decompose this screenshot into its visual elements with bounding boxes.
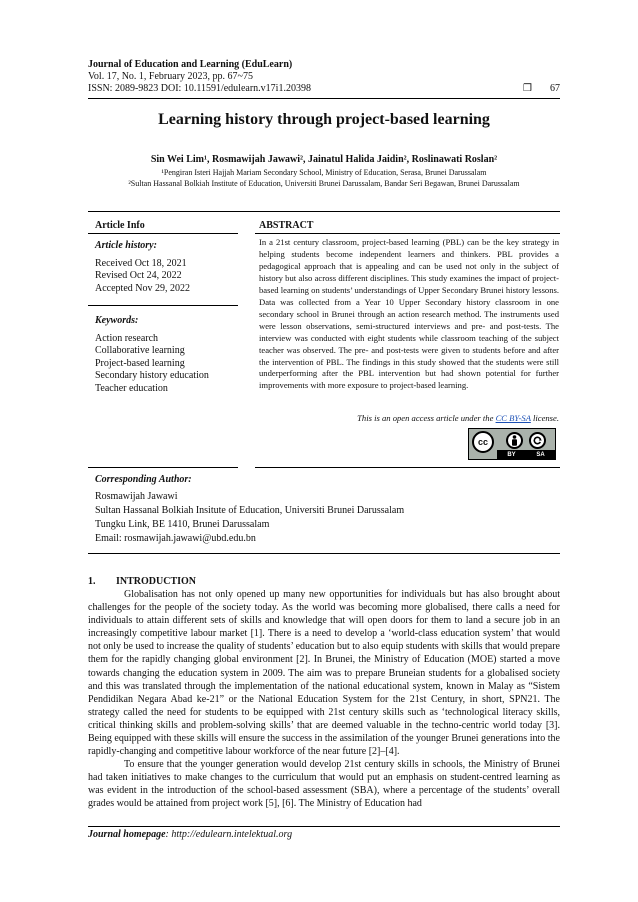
info-top-rule xyxy=(88,211,560,212)
keyword-item: Action research xyxy=(95,333,159,344)
corresponding-author-institution: Sultan Hassanal Bolkiah Insitute of Education, Universiti Brunei Darussalam xyxy=(95,505,405,516)
introduction-paragraph-1 xyxy=(88,588,560,758)
cc-by-sa-badge[interactable] xyxy=(468,428,556,460)
homepage-label: Journal homepage xyxy=(88,829,166,840)
affiliation-1: ¹Pengiran Isteri Hajjah Mariam Secondary School, Ministry of Education, Serasa, Brunei Darussalam xyxy=(161,168,487,177)
license-suffix: license. xyxy=(530,413,559,423)
keyword-item: Project-based learning xyxy=(95,357,185,369)
header-divider xyxy=(88,98,560,99)
header-right xyxy=(523,83,560,95)
paragraph-text: Globalisation has not only opened up many new opportunities for individuals but has also brought about challenges for the people of the society today. As the world was becoming more globalised, there calls a need for individuals to attain different sets of skills and knowledge that will open doors for them to land a secure job in an increasingly competitive labour market [1]. There is a need to develop a ‘world-class education system’ that would not only be used to increase the quality of students’ education but to also equip students with skills that would prepare them for the rapidly changing global environment [2]. In Brunei, the Ministry of Education (MOE) started a move towards changing the education system in 2009. The aim was to prepare Bruneian students for a globalised society and this was translated through the implementation of the national educational system, known in Malay as “Sistem Pendidikan Negara Abad ke-21” or the National Education System for the 21st Century, in short, SPN21. The strategy called the need for students to be equipped with 21st century skills such as ‘technological literacy skills, critical thinking skills and problem-solving skills’ that are deemed valuable in the techno-centric world today [3]. Being equipped with these skills will ensure the success in the assimilation of the younger Brunei generations into the rapidly-changing and competitive labour workforce of the near future [2]–[4]. xyxy=(88,589,560,758)
affiliation-2: ²Sultan Hassanal Bolkiah Institute of Education, Universiti Brunei Darussalam, Bandar Seri Begawan, Brunei Darussalam xyxy=(128,179,520,188)
info-bottom-right-rule xyxy=(255,467,560,468)
share-alike-icon xyxy=(529,432,546,449)
abstract-rule xyxy=(255,233,560,234)
info-left-rule xyxy=(88,233,238,234)
homepage-url[interactable]: : http://edulearn.intelektual.org xyxy=(165,829,293,840)
received-date: Received Oct 18, 2021 xyxy=(95,258,187,269)
footer-divider xyxy=(88,826,560,827)
keyword-list xyxy=(95,333,209,395)
abstract-text: In a 21st century classroom, project-based learning (PBL) can be the key strategy in helping students become independent learners and thinkers. PBL provides a pedagogical approach that is appealing and can be used not only in the subject of history but also across different disciplines. This study examines the impact of project-based learning on students’ understandings of Upper Secondary Brunei history lessons. Data was collected from a Year 10 Upper Secondary history classroom in one secondary school in Brunei through an action research method. The instruments used were lesson observations, semi-structured interviews and pre- and post-tests. The interview was conducted with eight students while classroom teaching of the subject teacher was observed. The pre- and post-tests were given to students before and after the intervention of PBL. The findings in this study showed that the students were still underperforming after the PBL intervention but had shown potential for further improvements with more exposure to project-based learning. xyxy=(259,237,559,391)
journal-header xyxy=(88,59,560,95)
journal-name: Journal of Education and Learning (EduLearn) xyxy=(88,59,293,70)
article-history xyxy=(95,258,190,295)
corresponding-author-label: Corresponding Author: xyxy=(95,474,192,485)
revised-date: Revised Oct 24, 2022 xyxy=(95,270,182,282)
corresponding-author-name: Rosmawijah Jawawi xyxy=(95,491,178,502)
journal-homepage-footer xyxy=(88,829,292,840)
info-bottom-left-rule xyxy=(88,467,238,468)
page-number: 67 xyxy=(550,83,560,94)
history-divider xyxy=(88,305,238,306)
paper-title: Learning history through project-based learning xyxy=(158,111,490,128)
keyword-item: Secondary history education xyxy=(95,370,209,382)
badge-by-label: BY xyxy=(507,451,516,458)
license-statement xyxy=(259,413,559,423)
author-list: Sin Wei Lim¹, Rosmawijah Jawawi², Jainatul Halida Jaidin², Roslinawati Roslan² xyxy=(150,154,498,165)
abstract-heading: ABSTRACT xyxy=(259,220,314,231)
person-icon xyxy=(506,432,523,449)
issn-doi-line: ISSN: 2089-9823 DOI: 10.11591/edulearn.v17i1.20398 xyxy=(88,83,311,94)
badge-sa-label: SA xyxy=(536,451,545,458)
badge-strip xyxy=(497,450,555,459)
issn-row xyxy=(88,83,560,95)
section-title: INTRODUCTION xyxy=(116,576,197,587)
keyword-item: Collaborative learning xyxy=(95,345,185,357)
introduction-paragraph-2 xyxy=(88,758,560,810)
info-end-rule xyxy=(88,553,560,554)
paragraph-text: To ensure that the younger generation would develop 21st century skills in schools, the Ministry of Brunei had taken initiatives to make changes to the curriculum that would put an emphasis on student-centred learning as was evident in the introduction of the school-based assessment (SBA), where a percentage of the students’ overall grades would be attained from project work [5], [6]. The Ministry of Education had xyxy=(88,759,560,810)
accepted-date: Accepted Nov 29, 2022 xyxy=(95,282,190,294)
volume-line: Vol. 17, No. 1, February 2023, pp. 67~75 xyxy=(88,71,253,82)
creative-commons-icon: cc xyxy=(472,431,494,453)
corresponding-author-address: Tungku Link, BE 1410, Brunei Darussalam xyxy=(95,519,270,530)
cc-by-sa-link[interactable]: CC BY-SA xyxy=(495,413,531,423)
article-info-heading: Article Info xyxy=(95,220,145,231)
section-heading xyxy=(88,576,196,587)
corresponding-author-details xyxy=(95,490,404,546)
checkbox-icon: ❒ xyxy=(523,83,532,94)
keyword-item: Teacher education xyxy=(95,382,168,394)
keywords-label: Keywords: xyxy=(95,315,139,326)
section-number: 1. xyxy=(88,576,96,587)
article-history-label: Article history: xyxy=(95,240,157,251)
license-prefix: This is an open access article under the xyxy=(357,413,496,423)
corresponding-author-email: Email: rosmawijah.jawawi@ubd.edu.bn xyxy=(95,533,256,544)
